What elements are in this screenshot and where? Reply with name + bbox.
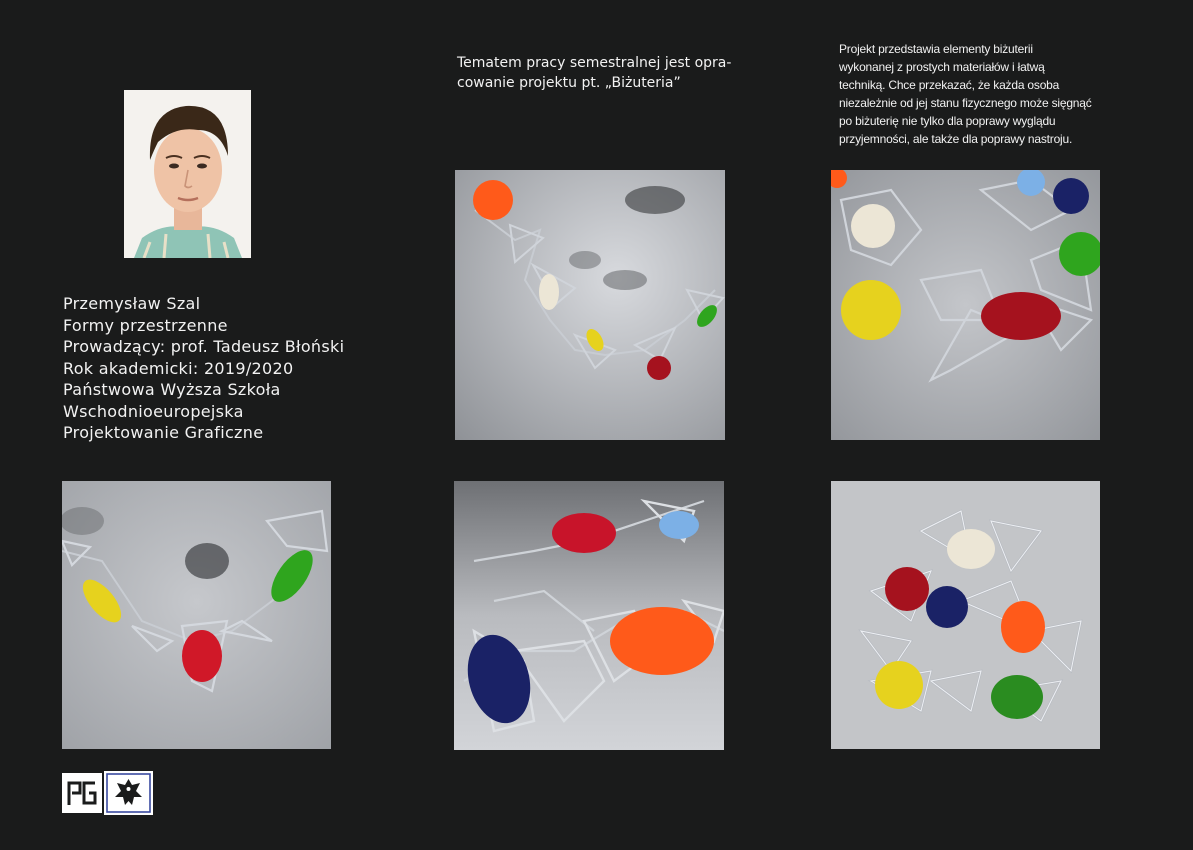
author-portrait (124, 90, 251, 258)
school-name-line2: Wschodnioeuropejska (63, 401, 244, 421)
description-line-2: wykonanej z prostych materiałów i łatwą (839, 60, 1045, 74)
jewelry-photo-5 (831, 481, 1100, 749)
jewelry-photo-4 (454, 481, 724, 750)
author-info (63, 293, 344, 444)
program-name: Projektowanie Graficzne (63, 423, 264, 442)
pwsw-eagle-crest-icon (104, 771, 153, 815)
supervisor: Prowadzący: prof. Tadeusz Błoński (63, 337, 345, 356)
author-name: Przemysław Szal (63, 294, 201, 313)
intro-line-2: cowanie projektu pt. „Biżuteria” (457, 75, 681, 91)
project-description (839, 40, 1119, 148)
description-line-3: techniką. Chce przekazać, że każda osoba (839, 78, 1060, 92)
project-intro (457, 53, 747, 93)
academic-year: Rok akademicki: 2019/2020 (63, 358, 294, 378)
pg-logo-icon (62, 773, 102, 813)
intro-line-1: Tematem pracy semestralnej jest opra- (457, 55, 732, 71)
jewelry-photo-1 (455, 170, 725, 440)
jewelry-photo-2 (831, 170, 1100, 440)
description-line-1: Projekt przedstawia elementy biżuterii (839, 42, 1033, 56)
school-name-line1: Państwowa Wyższa Szkoła (63, 380, 281, 399)
description-line-6: przyjemności, ale także dla poprawy nastroju. (839, 132, 1073, 146)
course-name: Formy przestrzenne (63, 315, 228, 335)
jewelry-photo-3 (62, 481, 331, 749)
description-line-4: niezależnie od jej stanu fizycznego może sięgnąć (839, 96, 1092, 110)
description-line-5: po biżuterię nie tylko dla poprawy wyglądu (839, 114, 1056, 128)
